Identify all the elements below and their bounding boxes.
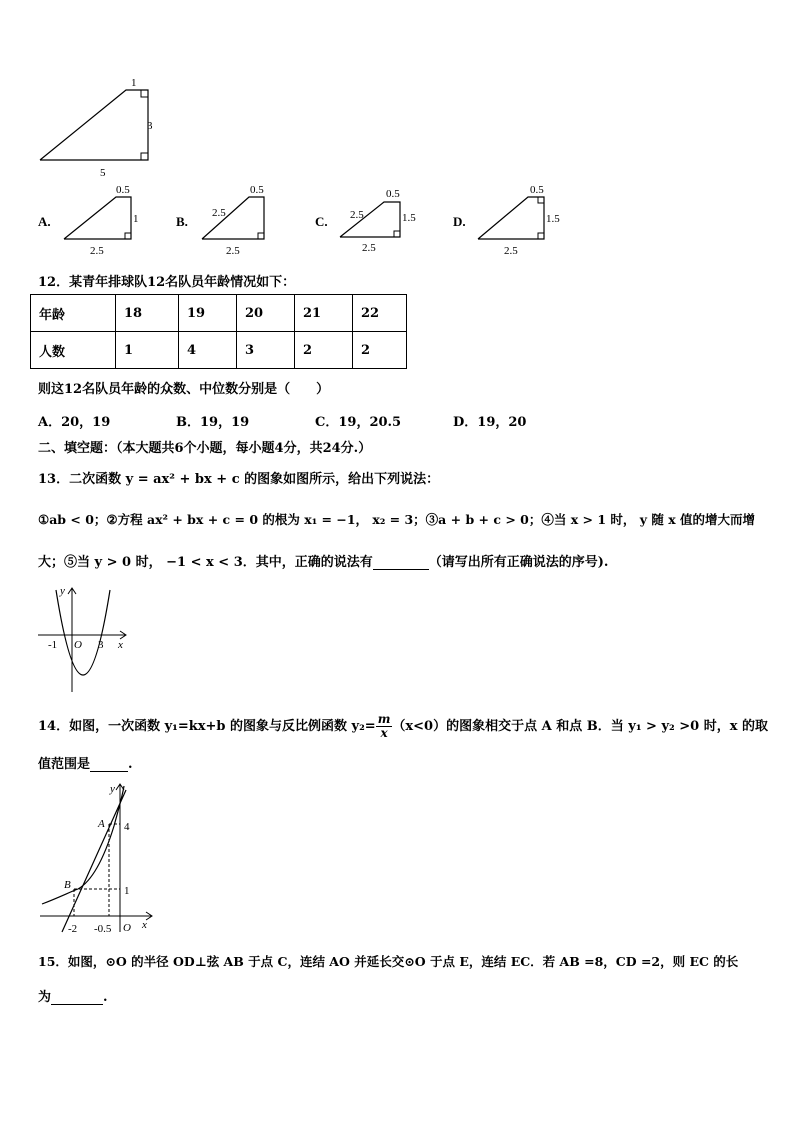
q15-line2-text: 为: [38, 990, 52, 1005]
q14-line2-text: 值范围是: [38, 757, 91, 772]
q14-stem-line2: [38, 753, 133, 772]
q11-option-a-trapezoid: [60, 180, 150, 260]
q11-main-top-label: 1: [131, 77, 137, 89]
q11-option-a-top-label: 0.5: [116, 184, 130, 196]
q11-option-c-left-label: 2.5: [350, 209, 364, 221]
q11-option-a-right-label: 1: [133, 213, 139, 225]
q13-statements-line1: ①ab < 0；②方程 ax² + bx + c = 0 的根为 x₁ = −1， x₂ = 3；③a + b + c > 0；④当 x > 1 时， y 随 x 值的增大而增: [38, 512, 756, 527]
q14-graph-origin-label: O: [123, 922, 131, 934]
q11-option-a-letter: A.: [38, 214, 51, 229]
q14-fraction-denominator: x: [380, 726, 388, 740]
table-cell: 19: [179, 295, 237, 332]
q11-option-b-trapezoid: [198, 180, 288, 260]
q11-main-trapezoid: [30, 72, 170, 182]
q14-graph-1-label: 1: [124, 885, 130, 897]
q14-graph-x-label: x: [142, 919, 147, 931]
q13-line2-text: 大；⑤当 y > 0 时， −1 < x < 3．其中，正确的说法有: [38, 555, 373, 570]
section-heading: 二、填空题：（本大题共6个小题，每小题4分，共24分.）: [38, 441, 372, 456]
table-cell: 1: [116, 332, 179, 369]
q11-option-d-trapezoid: [474, 180, 574, 260]
q15-stem-line1: 15．如图，⊙O 的半径 OD⊥弦 AB 于点 C，连结 AO 并延长交⊙O 于点 E，连结 EC．若 AB =8，CD =2，则 EC 的长: [38, 954, 739, 969]
table-cell: 2: [295, 332, 353, 369]
q14-stem-line1: [38, 712, 768, 742]
table-header-cell: 人数: [31, 332, 116, 369]
q11-option-c-right-label: 1.5: [402, 212, 416, 224]
table-cell: 20: [237, 295, 295, 332]
q14-answer-blank[interactable]: [90, 757, 128, 772]
table-cell: 3: [237, 332, 295, 369]
q14-graph-y-label: y: [110, 783, 115, 795]
q12-stem: 12．某青年排球队12名队员年龄情况如下：: [38, 275, 296, 290]
q11-option-a-bottom-label: 2.5: [90, 245, 104, 257]
q11-option-c-letter: C.: [315, 214, 328, 229]
q11-option-c-bottom-label: 2.5: [362, 242, 376, 254]
q11-option-b-letter: B.: [176, 214, 188, 229]
q11-option-b-left-label: 2.5: [212, 207, 226, 219]
q14-graph-4-label: 4: [124, 821, 130, 833]
q13-graph-origin-label: O: [74, 639, 82, 651]
q11-option-c-top-label: 0.5: [386, 188, 400, 200]
q11-option-d-bottom-label: 2.5: [504, 245, 518, 257]
table-header-cell: 年龄: [31, 295, 116, 332]
q11-option-d-right-label: 1.5: [546, 213, 560, 225]
q12-option-a: A．20，19: [38, 415, 111, 430]
table-cell: 21: [295, 295, 353, 332]
q11-option-b-bottom-label: 2.5: [226, 245, 240, 257]
q11-main-right-label: 3: [147, 120, 153, 132]
table-cell: 2: [353, 332, 407, 369]
q13-parabola-graph: [34, 582, 134, 702]
q14-fraction: [376, 713, 393, 740]
q11-option-d-letter: D.: [453, 214, 466, 229]
table-cell: 4: [179, 332, 237, 369]
table-cell: 22: [353, 295, 407, 332]
q13-graph-3-label: 3: [98, 639, 104, 651]
q14-graph-point-b-label: B: [64, 879, 71, 891]
q14-graph-neg2-label: -2: [68, 923, 78, 935]
q11-option-c-trapezoid: [336, 180, 426, 260]
q13-answer-blank[interactable]: [373, 555, 429, 570]
q13-line2-end: （请写出所有正确说法的序号).: [428, 555, 609, 570]
q12-option-d: D．19，20: [453, 415, 527, 430]
q13-stem: 13．二次函数 y = ax² + bx + c 的图象如图所示，给出下列说法：: [38, 472, 440, 487]
q14-stem-text: 14．如图，一次函数 y₁=kx+b 的图象与反比例函数 y₂=: [38, 719, 376, 734]
q14-stem-text-cont: （x<0）的图象相交于点 A 和点 B．当 y₁ > y₂ >0 时，x 的取: [392, 719, 768, 734]
q15-stem-line2: [38, 986, 108, 1005]
q11-option-d-top-label: 0.5: [530, 184, 544, 196]
q13-graph-x-label: x: [118, 639, 123, 651]
q12-option-b: B．19，19: [176, 415, 250, 430]
q13-graph-neg1-label: -1: [48, 639, 58, 651]
q14-fraction-numerator: m: [377, 712, 391, 726]
q11-main-bottom-label: 5: [100, 167, 106, 179]
q14-graph-neg05-label: -0.5: [94, 923, 112, 935]
table-row: [31, 332, 407, 369]
q12-age-table: [30, 294, 407, 369]
q15-line2-end: .: [103, 990, 108, 1005]
q14-line2-end: .: [128, 757, 133, 772]
q11-option-b-top-label: 0.5: [250, 184, 264, 196]
q13-graph-y-label: y: [60, 585, 65, 597]
q14-function-graph: [36, 776, 158, 938]
q12-question: 则这12名队员年龄的众数、中位数分别是（ ）: [38, 382, 330, 397]
q13-statements-line2: [38, 551, 608, 570]
q15-answer-blank[interactable]: [51, 990, 103, 1005]
q12-option-c: C．19，20.5: [315, 415, 402, 430]
table-cell: 18: [116, 295, 179, 332]
table-row: [31, 295, 407, 332]
q14-graph-point-a-label: A: [98, 818, 105, 830]
